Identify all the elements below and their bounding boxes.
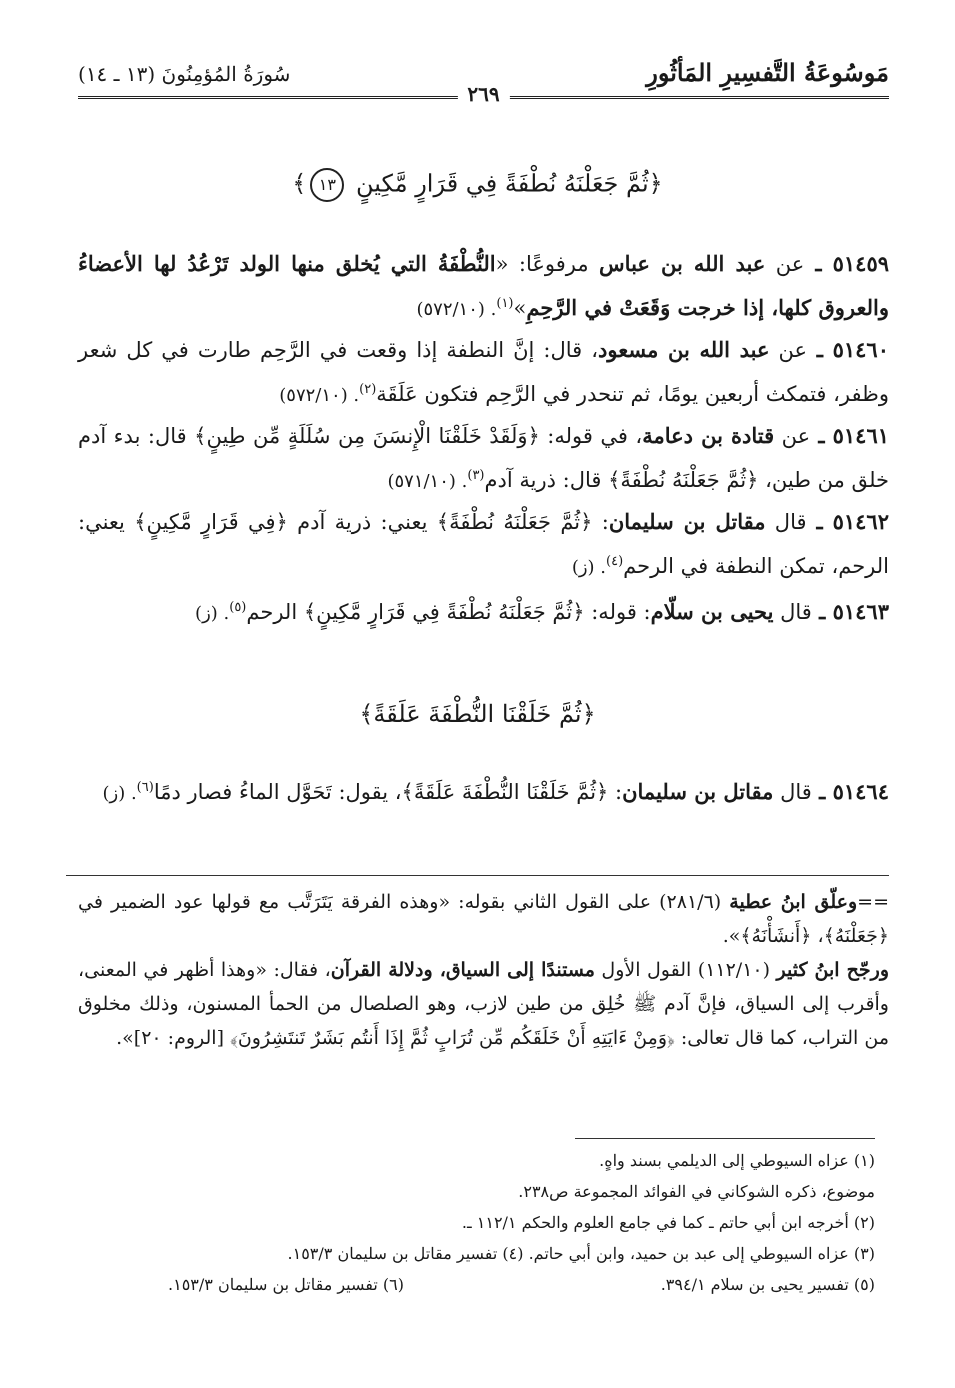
- footnote-3-4: (٣) عزاه السيوطي إلى عبد بن حميد، وابن أبي حاتم. (٤) تفسير مقاتل بن سليمان ١٥٣/٣.: [287, 1244, 875, 1263]
- entry-51462: [78, 502, 889, 588]
- entry-number: ٥١٤٦١ ـ: [810, 423, 890, 448]
- entry-number: ٥١٤٥٩ ـ: [804, 251, 890, 276]
- hadith-text: النُّطْفَةُ التي يُخلق منها الولد تَرْعُدُ لها الأعضاءُ والعروق كلها، إذا خرجت وَقَعَتْ في الرَّحِمِ: [78, 251, 889, 320]
- verse-text: ﴿ثُمَّ جَعَلْنَهُ نُطْفَةً فِي قَرَارٍ مَّكِينٍ: [355, 169, 663, 198]
- footnote-ref: (٥): [229, 600, 247, 615]
- entry-number: ٥١٤٦٤ ـ: [811, 779, 889, 804]
- footnote-ref: (٢): [359, 382, 377, 397]
- surah-label: سُورَةُ المُؤمِنُونَ (١٣ ـ ١٤): [78, 62, 291, 86]
- entry-prefix: عن: [765, 252, 805, 276]
- entry-number: ٥١٤٦٣ ـ: [811, 599, 889, 624]
- verse-number-marker: ١٣: [310, 168, 344, 202]
- commentary-text: (٢٨١/٦) على القول الثاني بقوله: «وهذه الفرقة يَتَرَتَّب مع قولها عود الضمير في ﴿جَعَلْنَهُ﴾، ﴿أَنشَأْنَهُ﴾».: [78, 891, 889, 947]
- footnote-1-cont: موضوع، ذكره الشوكاني في الفوائد المجموعة ص٢٣٨.: [518, 1182, 875, 1201]
- continuation-mark: ==: [857, 891, 889, 913]
- narrator-name: مقاتل بن سليمان: [622, 779, 774, 804]
- entry-prefix: قال: [773, 780, 812, 804]
- narrator-name: عبد الله بن مسعود: [598, 337, 770, 362]
- narrator-name: قتادة بن دعامة: [642, 423, 775, 448]
- entries-verse-14: [78, 768, 889, 814]
- entry-text: ، في قوله: ﴿وَلَقَدْ خَلَقْنَا الْإِنسَنَ مِن سُلَلَةٍ مِّن طِينٍ﴾ قال: بدء آدم خلق من طين، ﴿ثُمَّ جَعَلْنَهُ نُطْفَةً﴾ قال: ذرية آدم: [78, 424, 889, 492]
- narrator-name: عبد الله بن عباس: [599, 251, 766, 276]
- footnote-ref: (٤): [606, 554, 624, 569]
- footnotes: [78, 1145, 875, 1300]
- footnote-row-5-6: [78, 1269, 875, 1300]
- entries-verse-13: [78, 244, 889, 634]
- commentary-paragraph-2: [78, 953, 889, 1055]
- footnote-1: (١) عزاه السيوطي إلى الديلمي بسند واهٍ.: [599, 1151, 875, 1170]
- entry-prefix: قال: [773, 600, 812, 624]
- entry-51463: [78, 588, 889, 634]
- footnote-6: (٦) تفسير مقاتل بن سليمان ١٥٣/٣.: [168, 1275, 404, 1294]
- entry-51461: [78, 416, 889, 502]
- footnote-ref: (٣): [467, 468, 485, 483]
- source-ref: . (٥٧٢/١٠): [416, 299, 497, 320]
- entry-text: : ﴿ثُمَّ خَلَقْنَا النُّطْفَةَ عَلَقَةً﴾، يقول: تَحَوَّل الماءُ فصار دمًا: [153, 780, 623, 804]
- commentary-emphasis: مستندًا إلى السياق، ودلالة القرآن: [330, 959, 595, 981]
- verse-heading-13: [66, 168, 889, 202]
- entry-number: ٥١٤٦٠ ـ: [807, 337, 889, 362]
- scholar-name: وعلّق ابنُ عطية: [729, 891, 858, 913]
- footnote-separator: [575, 1138, 875, 1139]
- verse-close-bracket: ﴾: [292, 169, 307, 198]
- verse-text: ﴿ثُمَّ خَلَقْنَا النُّطْفَةَ عَلَقَةً﴾: [359, 700, 596, 728]
- entry-51459: [78, 244, 889, 330]
- entry-text: : قوله: ﴿ثُمَّ جَعَلْنَهُ نُطْفَةً فِي قَرَارٍ مَّكِينٍ﴾ الرحم: [246, 600, 651, 624]
- entry-51460: [78, 330, 889, 416]
- entry-51464: [78, 768, 889, 814]
- page-number: ٢٦٩: [457, 82, 509, 106]
- footnote-ref: (١): [496, 296, 514, 311]
- entry-prefix: عن: [769, 338, 808, 362]
- book-title: مَوسُوعَةُ التَّفسِيرِ المَأثُورِ: [646, 58, 889, 87]
- footnote-5: (٥) تفسير يحيى بن سلام ٣٩٤/١.: [660, 1275, 875, 1294]
- footnote-ref: (٦): [136, 780, 154, 795]
- narrator-name: مقاتل بن سليمان: [608, 509, 766, 534]
- entry-prefix: عن: [774, 424, 811, 448]
- page-header: [78, 58, 889, 106]
- commentary-text: ، فقال: «وهذا أظهر في المعنى، وأقرب إلى السياق، فإنَّ آدم ﷺ خُلِق من طين لازب، وهو الصلصال من الحمأ المسنون، وذلك مخلوق من التراب، كما قال تعالى: ﴿وَمِنْ ءَايَتِهِ أَنْ خَلَقَكُم مِّن تُرَابٍ ثُمَّ إِذَا أَنتُم بَشَرٌ تَنتَشِرُونَ﴾ [الروم: ٢٠]».: [78, 959, 889, 1049]
- entry-text: : ﴿ثُمَّ جَعَلْنَهُ نُطْفَةً﴾ يعني: ذرية آدم ﴿فِي قَرَارٍ مَّكِينٍ﴾ يعني: الرحم، تمكن النطفة في الرحم: [78, 510, 889, 578]
- commentary-paragraph-1: [78, 885, 889, 953]
- entry-text: مرفوعًا: «: [495, 252, 600, 276]
- commentary-block: [78, 885, 889, 1055]
- commentary-text: (١١٢/١٠) القول الأول: [594, 959, 777, 981]
- entry-prefix: قال: [765, 510, 807, 534]
- quote-close: »: [513, 296, 527, 320]
- entry-text: ، قال: إنَّ النطفة إذا وقعت في الرَّحِم طارت في كل شعر وظفر، فتمكث أربعين يومًا، ثم تنحدر في الرَّحِم فتكون عَلَقَة: [78, 338, 889, 406]
- verse-heading-14: [66, 700, 889, 728]
- narrator-name: يحيى بن سلّام: [650, 599, 774, 624]
- source-ref: . (ز): [571, 557, 607, 578]
- entry-number: ٥١٤٦٢ ـ: [806, 509, 889, 534]
- commentary-separator: [66, 875, 889, 876]
- scholar-name: ورجّح ابنُ كثير: [776, 959, 889, 981]
- footnote-2: (٢) أخرجه ابن أبي حاتم ـ كما في جامع العلوم والحكم ١١٢/١ ـ.: [461, 1213, 875, 1232]
- source-ref: . (ز): [195, 603, 230, 624]
- source-ref: . (ز): [102, 783, 137, 804]
- source-ref: . (٥٧١/١٠): [387, 471, 468, 492]
- source-ref: . (٥٧٢/١٠): [279, 385, 360, 406]
